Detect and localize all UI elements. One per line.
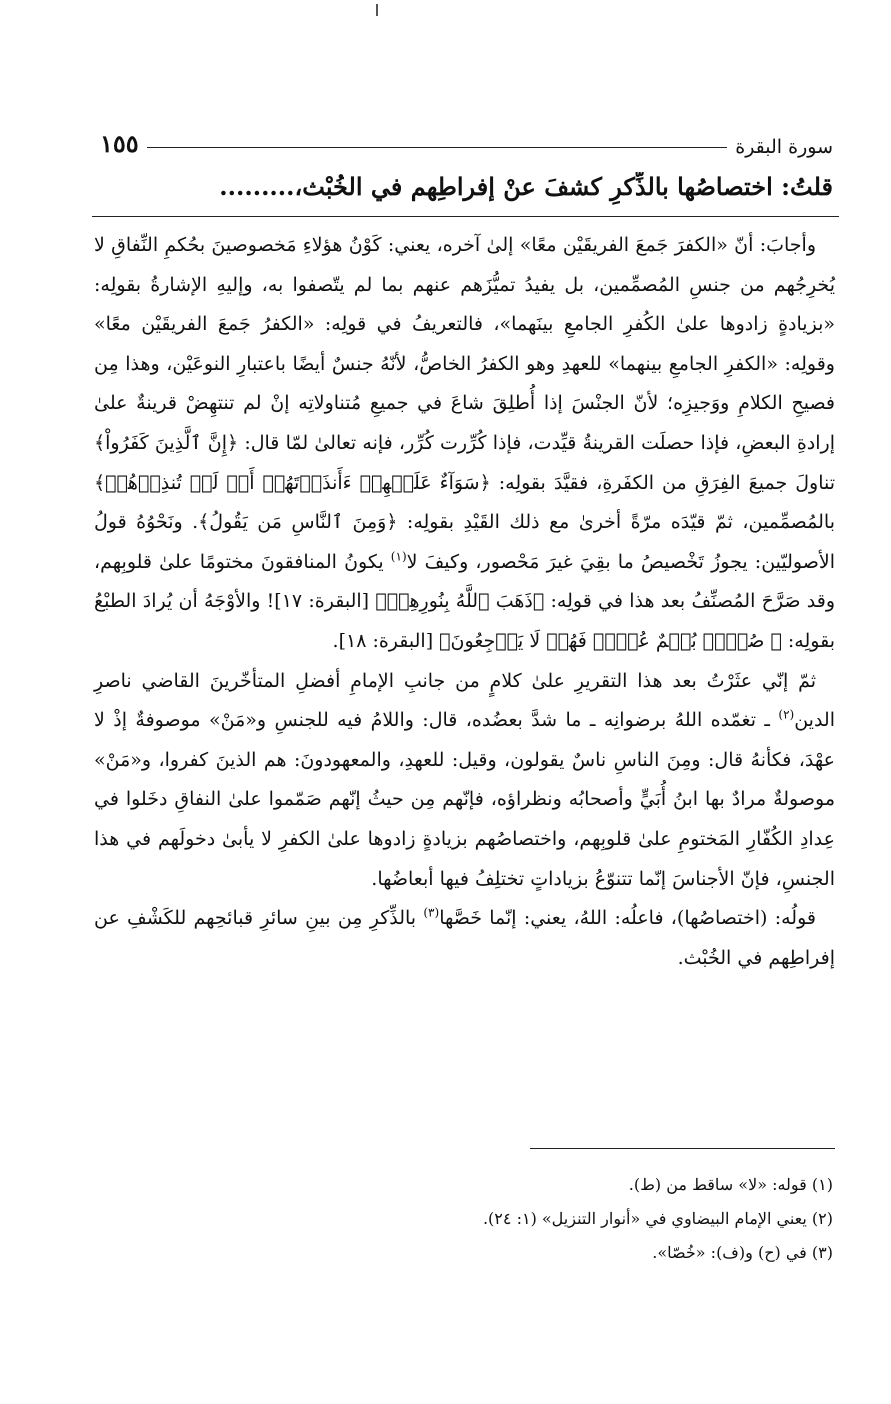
paragraph-text: قولُه: (اختصاصُها)، فاعلُه: اللهُ، يعني: إنّما خَصَّها: [439, 907, 816, 930]
heading-rule: [92, 216, 839, 217]
paragraph: [94, 226, 835, 662]
paragraph-text: ـ تغمّده اللهُ برضوانِه ـ ما شدَّ بعضُده، قال: واللامُ فيه للجنسِ و«مَنْ» موصوفةٌ إذْ لا عهْدَ، فكأنهُ قال: ومِنَ الناسِ ناسٌ يقولون، وقيل: للعهدِ، والمعهودونَ: هم الذينَ كفروا، و«مَنْ» موصولةٌ مرادٌ بها ابنُ أُبَيٍّ وأصحابُه ونظراؤه، فإنّهم مِن حيثُ إنّهم صَمّموا علىٰ النفاقِ دخَلوا في عِدادِ الكُفّارِ المَختومِ علىٰ قلوبِهم، واختصاصُهم بزيادةٍ زادوها علىٰ الكفرِ لا يأبىٰ دخولَهم في هذا الجنسِ، فإنّ الأجناسَ إنّما تتنوّعُ بزياداتٍ تختلِفُ فيها أبعاضُها.: [94, 709, 835, 890]
paragraph: [94, 899, 835, 978]
scan-mark: [376, 4, 378, 16]
page-number: ١٥٥: [100, 129, 139, 158]
footnote: (٣) في (ح) و(ف): «خُصّا».: [652, 1243, 833, 1262]
paragraph-text: وأجابَ: أنّ «الكفرَ جَمعَ الفريقَيْن معًا» إلىٰ آخره، يعني: كَوْنُ هؤلاءِ مَخصوصينَ بحُكمِ النِّفاقِ لا يُخرِجُهم من جنسِ المُصمِّمين، بل يفيدُ تميُّزَهم عنهم بما لم يتّصفوا به، وإليهِ الإشارةُ بقولِه: «بزيادةٍ زادوها علىٰ الكُفرِ الجامعِ بينَهما»، فالتعريفُ في قولِه: «الكفرُ جَمعَ الفريقَيْن معًا» وقولِه: «الكفرِ الجامعِ بينهما» للعهدِ وهو الكفرُ الخاصُّ، لأنّهُ جنسٌ أيضًا باعتبارِ النوعَيْن، وهذا مِن فصيحِ الكلامِ ووَجيزِه؛ لأنّ الجنْسَ إذا أُطلِقَ شاعَ في جميعِ مُتناولاتِه إنْ لم تنتهِضْ قرينةٌ علىٰ إرادةِ البعضِ، فإذا حصلَت القرينةُ قيِّدت، فإذا كُرِّرت كُرِّر، فإنه تعالىٰ لمّا قال: ﴿إِنَّ ٱلَّذِينَ كَفَرُواْ﴾ تناولَ جميعَ الفِرَقِ من الكفَرةِ، فقيَّدَ بقولِه: ﴿سَوَآءٌ عَلَيۡهِمۡ ءَأَنذَرۡتَهُمۡ أَمۡ لَمۡ تُنذِرۡهُمۡ﴾ بالمُصمِّمين، ثمّ قيّدَه مرّةً أخرىٰ مع ذلك القَيْدِ بقولِه: ﴿وَمِنَ ٱلنَّاسِ مَن يَقُولُ﴾. ونَحْوُهُ قولُ الأصوليّين: يجوزُ تَخْصيصُ ما بقِيَ غيرَ مَحْصور، وكيفَ لا: [94, 234, 835, 573]
running-head: [100, 118, 833, 158]
paragraph: [94, 662, 835, 900]
footnote-ref: (٢): [778, 707, 795, 722]
paragraph-text: يكونُ المنافقونَ مختومًا علىٰ قلوبِهم، وقد صَرَّحَ المُصنِّفُ بعد هذا في قولِه: ﴿ذَهَبَ ٱللَّهُ بِنُورِهِمۡ﴾ [البقرة: ١٧]! والأوْجَهُ أن يُرادَ الطبْعُ بقولِه: ﴿ صُمٌّۢ بُكۡمٌ عُمۡيٞ فَهُمۡ لَا يَرۡجِعُونَ﴾ [البقرة: ١٨].: [94, 550, 835, 652]
paragraph-text: بالذِّكرِ مِن بينِ سائرِ قبائحِهم للكَشْفِ عن إفراطِهم في الخُبْث.: [94, 907, 835, 969]
heading-text: قلتُ: اختصاصُها بالذِّكرِ كشفَ عنْ إفراطِهم في الخُبْث،: [294, 172, 833, 201]
footnote: (٢) يعني الإمام البيضاوي في «أنوار التنزيل» (١: ٢٤).: [482, 1209, 833, 1228]
paragraph-text: ثمّ إنّي عثَرْتُ بعد هذا التقريرِ علىٰ كلامٍ من جانبِ الإمامِ أفضلِ المتأخّرينَ القاضي ناصرِ الدين: [94, 669, 835, 732]
footnote: (١) قوله: «لا» ساقط من (ط).: [628, 1175, 833, 1194]
surah-name: سورة البقرة: [735, 136, 833, 158]
header-rule: [147, 147, 728, 148]
footnote-separator: [530, 1148, 835, 1149]
footnote-ref: (١): [390, 549, 407, 564]
footnote-ref: (٣): [423, 905, 440, 920]
footnotes: [100, 1168, 833, 1270]
commentary-body: [94, 226, 835, 978]
heading-dots: .........: [219, 172, 295, 201]
section-heading: [100, 172, 833, 214]
